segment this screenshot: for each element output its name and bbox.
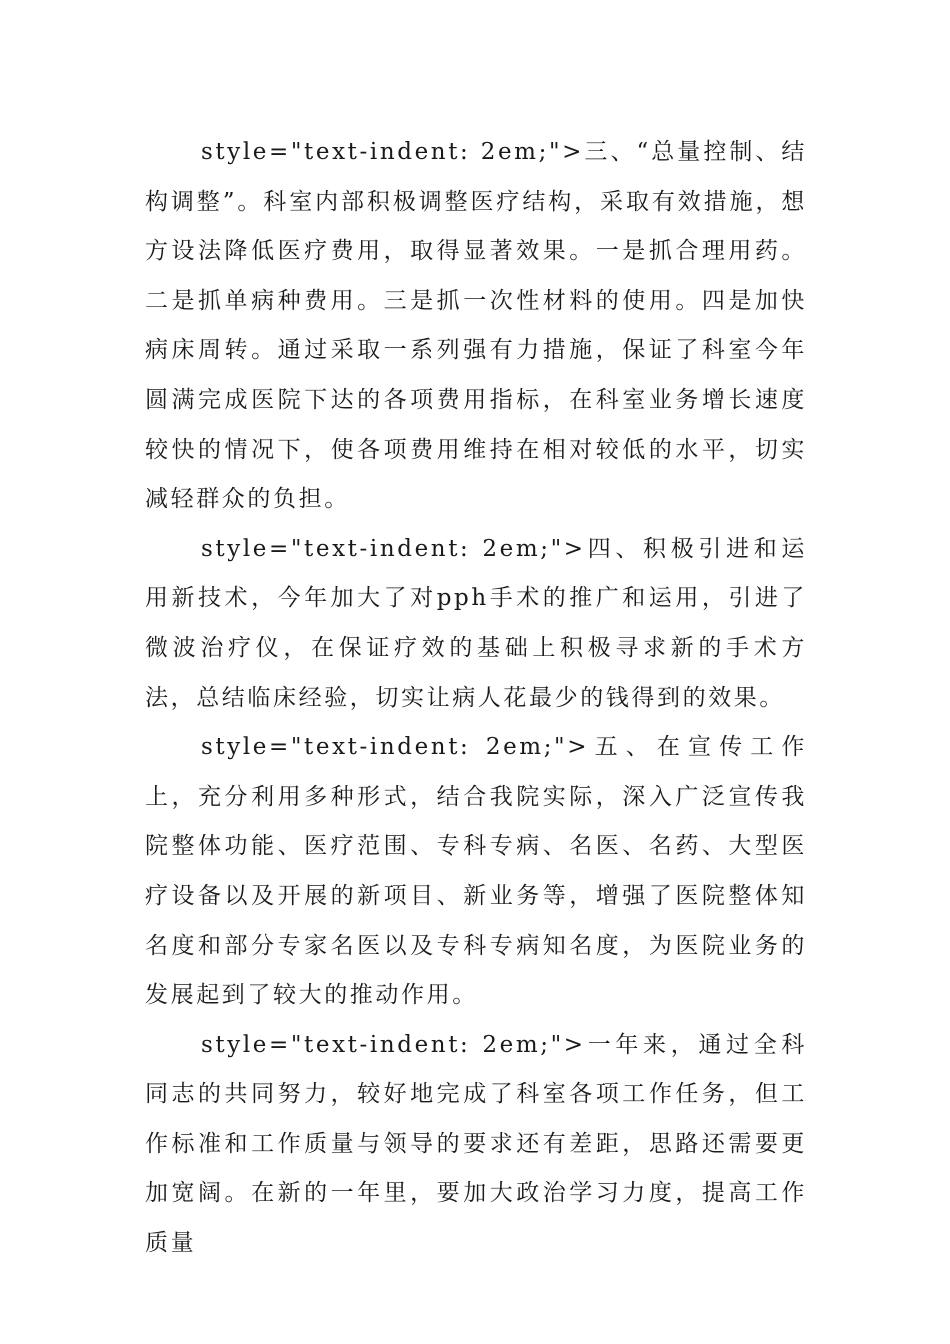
paragraph-cost-control: style="text-indent: 2em;">三、“总量控制、结构调整”。科室内部积极调整医疗结构，采取有效措施，想方设法降低医疗费用，取得显著效果。一是抓合理用药。二是抓单病种费用。三是抓一次性材料的使用。四是加快病床周转。通过采取一系列强有力措施，保证了科室今年圆满完成医院下达的各项费用指标，在科室业务增长速度较快的情况下，使各项费用维持在相对较低的水平，切实减轻群众的负担。 <box>145 139 807 513</box>
document-body <box>145 128 807 1269</box>
paragraph-new-technology: style="text-indent: 2em;">四、积极引进和运用新技术，今年加大了对pph手术的推广和运用，引进了微波治疗仪，在保证疗效的基础上积极寻求新的手术方法，总结临床经验，切实让病人花最少的钱得到的效果。 <box>145 535 807 711</box>
paragraph-publicity: style="text-indent: 2em;">五、在宣传工作上，充分利用多种形式，结合我院实际，深入广泛宣传我院整体功能、医疗范围、专科专病、名医、名药、大型医疗设备以及开展的新项目、新业务等，增强了医院整体知名度和部分专家名医以及专科专病知名度，为医院业务的发展起到了较大的推动作用。 <box>145 734 807 1009</box>
paragraph-summary: style="text-indent: 2em;">一年来，通过全科同志的共同努力，较好地完成了科室各项工作任务，但工作标准和工作质量与领导的要求还有差距，思路还需要更加宽阔。在新的一年里，要加大政治学习力度，提高工作质量 <box>145 1031 807 1257</box>
